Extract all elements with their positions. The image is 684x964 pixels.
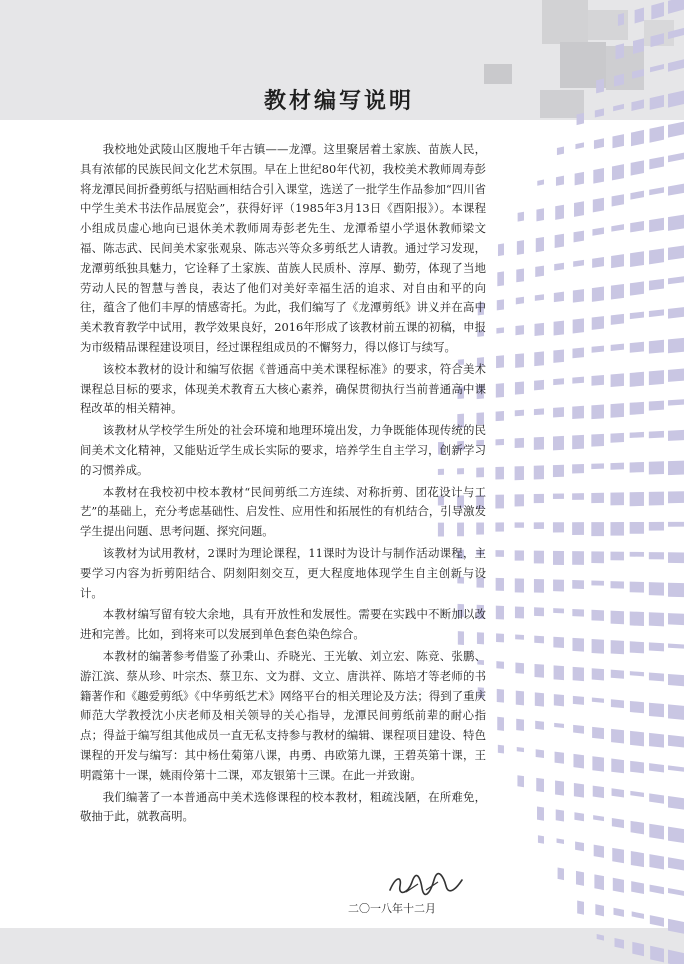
wave-tile (610, 463, 624, 470)
wave-tile (593, 815, 604, 821)
wave-tile (649, 126, 664, 143)
wave-tile (516, 691, 524, 706)
wave-tile (610, 522, 624, 536)
wave-tile (614, 908, 624, 917)
wave-tile (534, 351, 544, 366)
wave-tile (611, 699, 624, 708)
wave-tile (535, 721, 544, 730)
wave-tile (633, 38, 644, 54)
wave-tile (515, 410, 524, 417)
wave-tile (495, 522, 504, 531)
wave-tile (668, 245, 684, 260)
wave-tile (497, 299, 504, 310)
wave-tile (535, 294, 544, 301)
wave-tile (630, 372, 644, 387)
wave-tile (630, 641, 644, 653)
wave-tile (575, 142, 584, 149)
wave-tile (649, 824, 664, 840)
wave-tile (613, 104, 624, 111)
wave-tile (597, 934, 604, 941)
wave-tile (650, 915, 664, 927)
wave-tile (534, 607, 544, 616)
paragraph: 该校本教材的设计和编写依据《普通高中美术课程标准》的要求，符合美术课程总目标的要求，体现美术教育五大核心素养，确保贯彻执行当前普通高中课程改革的相关精神。 (80, 361, 486, 416)
wave-tile (573, 667, 584, 681)
date: 二〇一八年十二月 (348, 902, 436, 915)
wave-tile (611, 611, 624, 625)
wave-tile (668, 184, 684, 196)
wave-tile (649, 552, 664, 559)
wave-tile (668, 461, 684, 475)
wave-tile (630, 671, 644, 676)
wave-tile (517, 775, 524, 787)
wave-tile (649, 612, 664, 626)
wave-tile (649, 461, 664, 474)
wave-tile (612, 164, 624, 180)
wave-tile (572, 609, 584, 617)
wave-tile (611, 284, 624, 300)
wave-tile (668, 583, 684, 597)
wave-tile (591, 404, 604, 419)
wave-tile (668, 491, 684, 503)
wave-tile (649, 703, 664, 718)
wave-tile (592, 756, 604, 771)
wave-tile (611, 314, 624, 325)
wave-tile (496, 661, 504, 669)
wave-tile (610, 433, 624, 443)
wave-tile (535, 692, 544, 706)
wave-tile (556, 809, 564, 821)
wave-tile (615, 938, 624, 949)
wave-tile (574, 812, 584, 821)
wave-tile (668, 888, 684, 896)
wave-tile (668, 704, 684, 719)
wave-tile (632, 942, 644, 956)
wave-tile (497, 689, 504, 703)
wave-tile (554, 321, 564, 336)
wave-tile (553, 349, 564, 362)
wave-tile (574, 783, 584, 798)
wave-tile (630, 342, 644, 353)
wave-tile (591, 493, 604, 503)
wave-tile (668, 307, 684, 318)
signature (386, 872, 466, 898)
wave-tile (612, 848, 624, 863)
wave-tile (594, 138, 604, 149)
wave-tile (536, 237, 544, 252)
wave-tile (496, 633, 504, 642)
wave-tile (555, 234, 564, 248)
wave-tile (516, 269, 524, 283)
wave-tile (554, 694, 564, 706)
wave-tile (553, 465, 564, 477)
wave-tile (515, 522, 524, 527)
wave-tile (611, 640, 624, 654)
wave-tile (668, 0, 684, 14)
wave-tile (534, 522, 544, 529)
wave-tile (612, 818, 624, 828)
wave-tile (574, 201, 584, 217)
wave-tile (668, 153, 684, 163)
wave-tile (596, 78, 604, 93)
wave-tile (630, 582, 644, 593)
wave-tile (572, 580, 584, 589)
wave-tile (537, 806, 544, 820)
wave-tile (553, 579, 564, 591)
wave-tile (668, 919, 684, 934)
wave-tile (668, 276, 684, 284)
wave-tile (650, 946, 664, 963)
wave-tile (616, 43, 624, 59)
wave-tile (592, 668, 604, 680)
wave-tile (555, 205, 564, 220)
wave-tile (534, 380, 544, 390)
wave-tile (649, 854, 664, 869)
wave-tile (495, 467, 504, 480)
wave-tile (631, 881, 644, 894)
wave-tile (649, 187, 664, 195)
wave-tile (649, 763, 664, 772)
wave-tile (649, 733, 664, 748)
wave-tile (668, 90, 684, 107)
wave-tile (649, 522, 664, 531)
wave-tile (517, 747, 524, 752)
wave-tile (611, 552, 624, 561)
wave-tile (572, 551, 584, 565)
wave-tile (611, 403, 624, 418)
wave-tile (534, 465, 544, 479)
wave-tile (649, 340, 664, 354)
wave-tile (538, 835, 544, 844)
wave-tile (611, 670, 624, 679)
wave-tile (592, 316, 604, 330)
wave-tile (515, 325, 524, 335)
wave-tile (635, 7, 644, 23)
wave-tile (649, 248, 664, 264)
wave-tile (573, 754, 584, 769)
wave-tile (668, 827, 684, 843)
wave-tile (592, 257, 604, 268)
wave-tile (517, 240, 524, 255)
wave-tile (591, 434, 604, 447)
wave-tile (630, 432, 644, 438)
wave-tile (630, 552, 644, 557)
wave-tile (668, 338, 684, 353)
wave-tile (498, 745, 504, 754)
paragraph: 本教材编写留有较大余地，具有开放性和发展性。需要在实践中不断加以改进和完善。比如，到将来可以发展到单色套色染色综合。 (80, 607, 486, 642)
wave-tile (498, 243, 504, 256)
wave-tile (631, 851, 644, 867)
wave-tile (518, 212, 524, 222)
wave-tile (497, 271, 504, 286)
wave-tile (611, 759, 624, 774)
wave-tile (649, 309, 664, 317)
wave-tile (553, 522, 564, 532)
wave-tile (554, 263, 564, 271)
paragraph: 我校地处武陵山区腹地千年古镇——龙潭。这里聚居着土家族、苗族人民，具有浓郁的民族民间文化艺术氛围。早在上世纪80年代初，我校美术教师周寿彭将龙潭民间折叠剪纸与招贴画相结合引入课堂，选送了一批学生作品参加“四川省中学生美术书法作品展览会”，获得好评（1985年3月13日《酉阳报》）。本课程小组成员虚心地向已退休美术教师周寿彭老先生、龙潭希望小学退休教师梁文福、陈志武、民间美术家张观泉、陈志兴等众多剪纸艺人请教。通过学习发现，龙潭剪纸独具魅力，它诠释了土家族、苗族人民质朴、淳厚、勤劳，体现了当地劳动人民的智慧与善良，表达了他们对美好幸福生活的追求、对自由和平的向往，蕴含了他们丰厚的情感寄托。为此，我们编写了《龙潭剪纸》讲义并在高中美术教育教学中试用，教学效果良好，2016年形成了该教材前五课的初稿，申报为市级精品课程建设项目，经过课程组成员的不懈努力，得以修订与续写。 (80, 142, 486, 354)
wave-tile (631, 821, 644, 835)
wave-tile (592, 639, 604, 654)
wave-tile (610, 492, 624, 505)
wave-tile (496, 411, 504, 421)
wave-tile (668, 28, 684, 39)
paragraph: 本教材的编著参考借鉴了孙秉山、乔晓光、王光敏、刘立宏、陈竞、张鹏、游江滨、蔡从珍、叶宗杰、蔡卫东、文为群、文立、唐洪祥、陈培才等老师的书籍著作和《趣爱剪纸》《中华剪纸艺术》网络平台的相关理论及方法；得到了重庆师范大学教授沈小庆老师及相关领导的关心指导，龙潭民间剪纸前辈的耐心指点；得益于编写组其他成员一直无私支持参与教材的编辑、课程项目建设、特色课程的开发与编写：其中杨仕菊第八课，冉勇、冉欧第九课，王碧英第十课，王明霞第十一课，姚雨伶第十二课，邓友银第十三课。在此一并致谢。 (80, 648, 486, 782)
wave-tile (516, 719, 524, 731)
wave-tile (495, 439, 504, 445)
wave-tile (536, 778, 544, 792)
body-text (80, 140, 486, 829)
wave-tile (611, 729, 624, 744)
wave-tile (630, 791, 644, 797)
wave-tile (534, 551, 544, 564)
wave-tile (651, 2, 664, 19)
wave-tile (611, 254, 624, 268)
wave-tile (495, 495, 504, 509)
wave-tile (668, 950, 684, 964)
wave-tile (632, 69, 644, 79)
wave-tile (630, 281, 644, 295)
wave-tile (592, 698, 604, 703)
wave-tile (668, 430, 684, 441)
wave-tile (612, 194, 624, 206)
wave-tile (593, 786, 604, 798)
wave-tile (577, 113, 584, 125)
wave-tile (535, 664, 544, 678)
wave-tile (612, 134, 624, 148)
wave-tile (573, 318, 584, 333)
wave-tile (649, 793, 664, 803)
wave-tile (535, 323, 544, 336)
wave-tile (592, 727, 604, 739)
wave-tile (553, 493, 564, 499)
wave-tile (668, 735, 684, 748)
wave-tile (515, 466, 524, 480)
wave-tile (611, 373, 624, 387)
wave-tile (630, 221, 644, 232)
wave-tile (668, 857, 684, 870)
wave-tile (591, 551, 604, 563)
wave-tile (649, 401, 664, 411)
wave-tile (613, 878, 624, 893)
wave-tile (553, 378, 564, 385)
wave-tile (591, 522, 604, 536)
wave-tile (668, 522, 684, 527)
wave-tile (650, 64, 664, 72)
wave-tile (572, 464, 584, 474)
wave-tile (572, 638, 584, 652)
wave-tile (668, 552, 684, 563)
wave-tile (557, 147, 564, 156)
wave-tile (649, 492, 664, 506)
wave-tile (649, 642, 664, 651)
wave-tile (630, 611, 644, 626)
wave-tile (649, 279, 664, 291)
wave-tile (630, 492, 644, 506)
wave-tile (591, 375, 604, 386)
wave-tile (573, 725, 584, 734)
wave-tile (595, 904, 604, 916)
wave-tile (553, 407, 564, 417)
wave-tile (668, 644, 684, 649)
wave-tile (558, 867, 564, 880)
wave-tile (515, 353, 524, 368)
wave-tile (618, 13, 624, 26)
wave-tile (536, 208, 544, 221)
wave-tile (611, 224, 624, 231)
wave-tile (592, 346, 604, 353)
wave-tile (573, 289, 584, 303)
wave-tile (553, 436, 564, 450)
wave-tile (553, 637, 564, 648)
wave-tile (668, 122, 684, 138)
wave-tile (553, 551, 564, 565)
wave-tile (668, 399, 684, 405)
wave-tile (557, 838, 564, 844)
wave-tile (594, 845, 604, 858)
paragraph: 该教材为试用教材，2课时为理论课程，11课时为设计与制作活动课程，主要学习内容为折剪阳结合、阴刻阳刻交互，更大程度地体现学生自主创新与设计。 (80, 545, 486, 600)
wave-tile (497, 717, 504, 731)
wave-tile (591, 463, 604, 469)
wave-tile (593, 168, 604, 184)
wave-tile (515, 438, 524, 448)
wave-tile (515, 663, 524, 674)
wave-tile (534, 408, 544, 415)
wave-tile (515, 578, 524, 592)
wave-tile (651, 33, 664, 47)
wave-tile (496, 578, 504, 591)
wave-tile (554, 723, 564, 728)
wave-tile (631, 130, 644, 146)
wave-tile (534, 579, 544, 593)
wave-tile (649, 156, 664, 169)
wave-tile (650, 95, 664, 110)
wave-tile (572, 493, 584, 500)
wave-tile (535, 266, 544, 277)
wave-tile (556, 176, 564, 186)
wave-tile (611, 581, 624, 589)
wave-tile (534, 437, 544, 450)
wave-tile (574, 231, 584, 243)
wave-tile (668, 215, 684, 231)
wave-tile (534, 636, 544, 644)
wave-tile (572, 522, 584, 535)
wave-tile (592, 227, 604, 235)
wave-tile (496, 383, 504, 398)
wave-tile (496, 606, 504, 620)
wave-tile (592, 287, 604, 302)
wave-tile (496, 327, 504, 333)
wave-tile (515, 606, 524, 618)
wave-tile (534, 494, 544, 503)
wave-tile (630, 191, 644, 200)
wave-tile (575, 842, 584, 852)
wave-tile (591, 610, 604, 621)
wave-tile (537, 180, 544, 186)
wave-tile (572, 406, 584, 419)
wave-tile (649, 582, 664, 595)
wave-tile (573, 696, 584, 705)
wave-tile (515, 634, 524, 639)
wave-tile (668, 369, 684, 382)
wave-tile (649, 431, 664, 438)
page-title: 教材编写说明 (264, 89, 415, 114)
paragraph: 我们编著了一本普通高中美术选修课程的校本教材，粗疏浅陋，在所难免，敬抽于此，就教高明。 (80, 789, 486, 824)
wave-tile (668, 765, 684, 771)
wave-tile (554, 665, 564, 680)
paragraph: 该教材从学校学生所处的社会环境和地理环境出发，力争既能体现传统的民间美术文化精神，又能贴近学生成长实际的要求，培养学生自主学习，创新学习的习惯养成。 (80, 423, 486, 477)
wave-tile (614, 74, 624, 87)
wave-tile (573, 260, 584, 267)
wave-tile (631, 99, 644, 111)
wave-tile (650, 885, 664, 895)
wave-tile (612, 788, 624, 797)
wave-tile (630, 522, 644, 534)
wave-tile (630, 462, 644, 473)
wave-tile (496, 355, 504, 368)
wave-tile (536, 749, 544, 758)
wave-tile (631, 160, 644, 175)
wave-tile (577, 900, 584, 914)
wave-tile (595, 108, 604, 117)
wave-tile (668, 796, 684, 810)
wave-tile (554, 292, 564, 303)
wave-tile (668, 674, 684, 686)
wave-tile (572, 377, 584, 384)
wave-tile (630, 731, 644, 746)
wave-tile (515, 494, 524, 506)
wave-tile (668, 59, 684, 72)
wave-tile (555, 780, 564, 795)
wave-tile (649, 370, 664, 385)
wave-tile (630, 701, 644, 713)
wave-tile (572, 348, 584, 359)
wave-tile (611, 344, 624, 351)
wave-tile (576, 871, 584, 886)
wave-tile (594, 874, 604, 890)
wave-tile (649, 218, 664, 233)
wave-tile (515, 550, 524, 560)
wave-tile (632, 911, 644, 918)
wave-tile (496, 550, 504, 557)
wave-tile (555, 752, 564, 764)
wave-tile (591, 581, 604, 586)
wave-tile (575, 172, 584, 186)
wave-tile (630, 761, 644, 774)
wave-tile (630, 312, 644, 320)
wave-tile (593, 198, 604, 213)
wave-tile (630, 251, 644, 267)
wave-tile (515, 382, 524, 395)
wave-tile (516, 297, 524, 305)
wave-tile (553, 608, 564, 613)
wave-tile (668, 613, 684, 625)
wave-tile (630, 402, 644, 415)
paragraph: 本教材在我校初中校本教材“民间剪纸二方连续、对称折剪、团花设计与工艺”的基础上，充分考虑基础性、启发性、应用性和拓展性的有机结合，引导激发学生提出问题、思考问题、探究问题。 (80, 484, 486, 539)
wave-tile (572, 435, 584, 449)
wave-tile (649, 673, 664, 682)
